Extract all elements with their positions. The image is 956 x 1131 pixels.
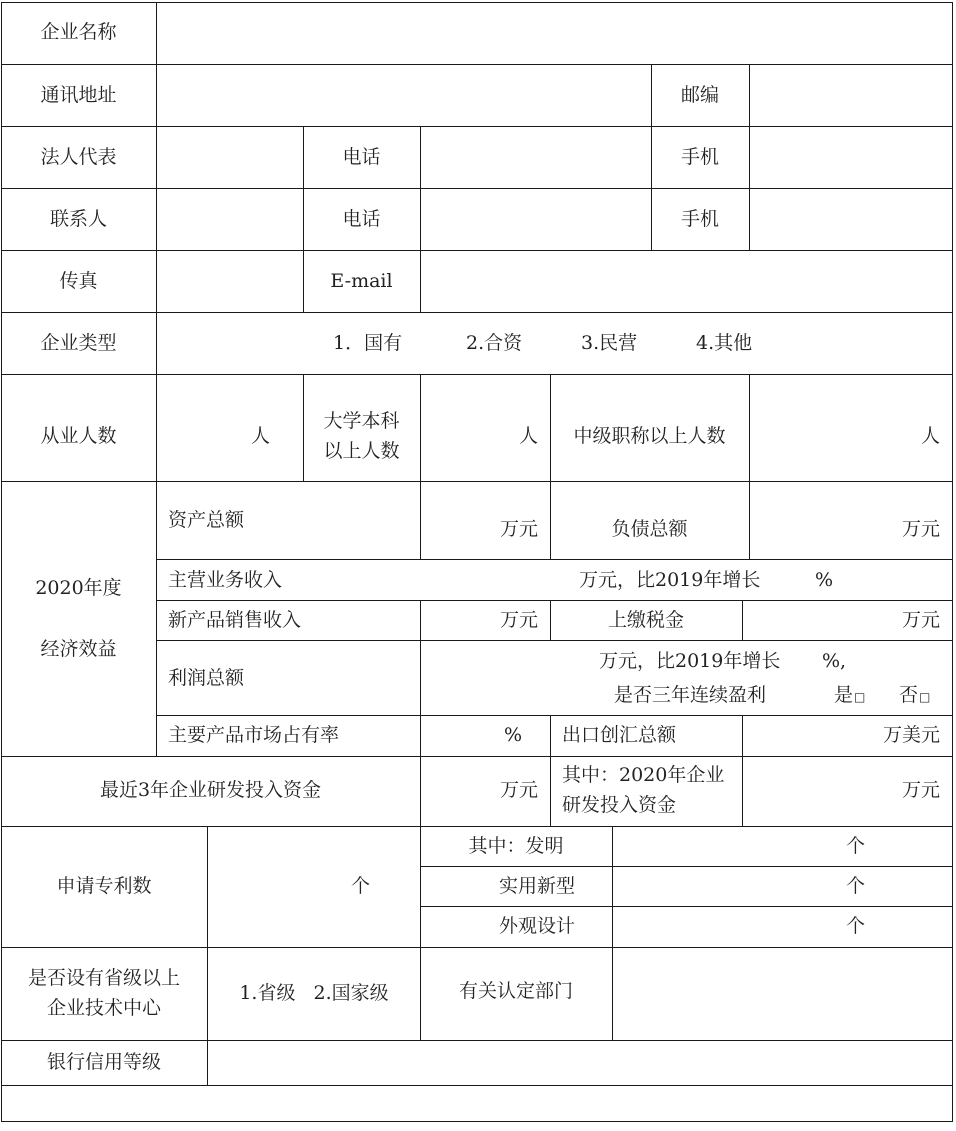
fax-label: 传真 [59,270,98,292]
address-label: 通讯地址 [40,84,117,106]
legal-rep-phone-field[interactable] [421,127,651,188]
main-revenue-label: 主营业务收入 [168,569,283,591]
profitable-no-label: 否 [899,684,919,706]
utility-label: 实用新型 [498,875,575,897]
rd-2020-unit: 万元 [901,779,940,801]
utility-unit: 个 [845,875,865,897]
invention-unit: 个 [845,835,865,857]
fax-field[interactable] [157,251,303,312]
company-type-option-1[interactable]: 1．国有 [333,332,403,354]
company-type-option-4[interactable]: 4.其他 [696,332,753,354]
row-divider [420,906,953,907]
employees-label: 从业人数 [40,425,117,447]
bachelor-label-line1: 大学本科 [323,410,400,432]
row-divider [156,640,953,641]
postcode-field[interactable] [750,65,952,126]
row-divider [156,715,953,716]
row-divider [1,481,953,482]
main-revenue-percent: % [815,569,834,591]
bachelor-label-line2: 以上人数 [323,440,400,462]
bachelor-unit: 人 [518,425,538,447]
cert-dept-field[interactable] [613,948,952,1040]
new-product-unit: 万元 [499,609,538,631]
rd-3yr-label: 最近3年企业研发投入资金 [99,779,322,801]
profitable-yes-label: 是 [834,684,854,706]
row-divider [1,312,953,313]
contact-field[interactable] [157,189,303,250]
company-name-label: 企业名称 [40,21,117,43]
row-divider [1,756,953,757]
row-divider [156,559,953,560]
patents-total-unit: 个 [350,875,370,897]
profit-label: 利润总额 [168,667,245,689]
legal-rep-mobile-label: 手机 [680,146,719,168]
new-product-label: 新产品销售收入 [168,609,302,631]
total-liabilities-label: 负债总额 [611,518,688,540]
row-divider [420,866,953,867]
contact-phone-field[interactable] [421,189,651,250]
econ-year-label: 2020年度 [35,577,122,599]
row-divider [1,826,953,827]
rd-2020-label-line2: 研发投入资金 [562,794,677,816]
mid-title-unit: 人 [920,425,940,447]
design-unit: 个 [845,915,865,937]
main-revenue-growth-text: 万元，比2019年增长 [579,569,761,591]
market-share-label: 主要产品市场占有率 [168,724,340,746]
email-field[interactable] [421,251,952,312]
address-field[interactable] [157,65,651,126]
legal-rep-label: 法人代表 [40,146,117,168]
employees-unit: 人 [250,425,270,447]
tax-unit: 万元 [901,609,940,631]
profitable-question: 是否三年连续盈利 [614,684,767,706]
table-border-bottom [1,1121,953,1122]
legal-rep-field[interactable] [157,127,303,188]
tech-center-label-line2: 企业技术中心 [46,997,161,1019]
legal-rep-mobile-field[interactable] [750,127,952,188]
company-type-label: 企业类型 [40,332,117,354]
tech-center-label-line1: 是否设有省级以上 [27,967,180,989]
econ-benefit-label: 经济效益 [40,638,117,660]
contact-phone-label: 电话 [342,208,381,230]
postcode-label: 邮编 [680,84,719,106]
profitable-yes-checkbox[interactable]: □ [854,690,866,704]
mid-title-label: 中级职称以上人数 [573,425,726,447]
export-unit: 万美元 [882,724,940,746]
total-assets-unit: 万元 [499,518,538,540]
market-share-unit: % [503,724,522,746]
design-label: 外观设计 [498,915,575,937]
total-liabilities-unit: 万元 [901,518,940,540]
legal-rep-phone-label: 电话 [342,146,381,168]
row-divider [1,1085,953,1086]
email-label: E-mail [330,270,393,292]
row-divider [1,374,953,375]
bank-credit-label: 银行信用等级 [46,1051,161,1073]
col-divider [550,715,551,827]
contact-mobile-field[interactable] [750,189,952,250]
cert-dept-label: 有关认定部门 [458,980,573,1002]
rd-2020-label-line1: 其中：2020年企业 [562,764,725,786]
table-border-right [952,2,953,1122]
profit-percent: %, [822,650,847,672]
tax-label: 上缴税金 [607,609,684,631]
company-name-field[interactable] [157,3,952,64]
tech-level-options[interactable]: 1.省级 2.国家级 [239,982,389,1004]
row-divider [156,600,953,601]
total-assets-label: 资产总额 [168,509,245,531]
profit-growth-text: 万元，比2019年增长 [599,650,781,672]
contact-mobile-label: 手机 [680,208,719,230]
invention-label: 其中：发明 [468,835,564,857]
contact-label: 联系人 [49,208,107,230]
company-type-option-3[interactable]: 3.民营 [581,332,638,354]
company-type-option-2[interactable]: 2.合资 [466,332,523,354]
export-label: 出口创汇总额 [562,724,677,746]
bank-credit-field[interactable] [208,1041,952,1085]
patents-label: 申请专利数 [56,875,152,897]
rd-3yr-unit: 万元 [499,779,538,801]
profitable-no-checkbox[interactable]: □ [919,690,931,704]
